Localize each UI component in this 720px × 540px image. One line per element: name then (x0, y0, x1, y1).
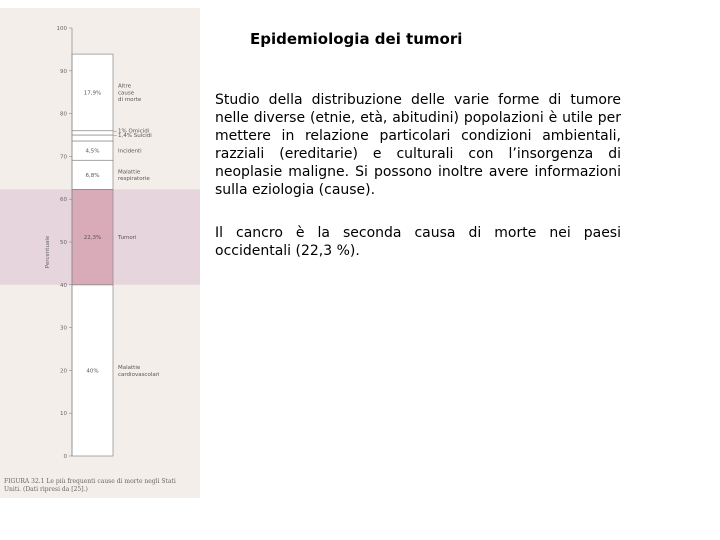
y-tick-label: 100 (56, 26, 67, 32)
y-tick-label: 0 (63, 454, 67, 460)
value-label: 6,8% (85, 172, 100, 179)
category-label: 1% Omicidi (118, 128, 150, 135)
bar-segment (72, 135, 113, 141)
y-tick-label: 30 (60, 325, 67, 332)
value-label: 22,3% (83, 235, 102, 242)
y-tick-label: 90 (60, 68, 67, 75)
y-tick-label: 40 (60, 282, 67, 289)
value-label: 40% (86, 368, 99, 375)
category-label: respiratorie (118, 176, 150, 183)
category-label: Malattie (118, 169, 141, 176)
y-tick-label: 80 (60, 111, 67, 118)
figure-caption: Uniti. (Dati ripresi da [25].) (4, 486, 88, 493)
y-tick-label: 60 (60, 197, 67, 204)
category-label: di morte (118, 97, 142, 104)
category-label: cause (118, 90, 135, 97)
y-tick-label: 70 (60, 154, 67, 161)
category-label: cardiovascolari (118, 371, 160, 378)
y-tick-label: 20 (60, 368, 67, 375)
category-label: Tumori (118, 235, 137, 242)
value-label: 17,9% (83, 90, 102, 97)
category-label: 1,4% Suicidi (118, 133, 152, 139)
category-label: Incidenti (118, 148, 142, 155)
bar-segment (72, 131, 113, 135)
figure-caption: FIGURA 32.1 Le più frequenti cause di morte negli Stati (4, 478, 176, 485)
intro-paragraph: Studio della distribuzione delle varie forme di tumore nelle diverse (etnie, età, abitudini) popolazioni è utile per mettere in relazione particolari condizioni ambientali, razziali (ereditarie) e culturali con l’insorgenza di neoplasie maligne. Si possono inoltre avere informazioni sulla eziologia (cause). (215, 92, 621, 198)
cancer-paragraph: Il cancro è la seconda causa di morte nei paesi occidentali (22,3 %). (215, 225, 621, 259)
slide-title: Epidemiologia dei tumori (250, 30, 463, 48)
value-label: 4,5% (85, 148, 100, 155)
figure-panel (0, 8, 200, 498)
stacked-bar-chart (0, 8, 200, 498)
y-tick-label: 50 (60, 240, 67, 246)
y-axis-title: Percentuale (45, 235, 51, 269)
category-label: Malattie (118, 365, 141, 371)
y-tick-label: 10 (60, 411, 67, 418)
category-label: Altre (118, 83, 131, 90)
